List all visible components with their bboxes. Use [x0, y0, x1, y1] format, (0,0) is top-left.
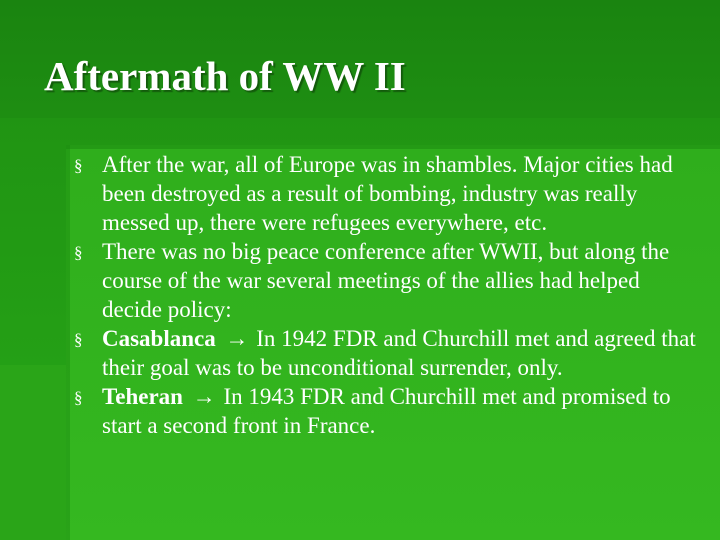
bullet-item-casablanca: [68, 324, 698, 382]
section-bullet-icon: §: [74, 388, 83, 407]
bullet-text: In 1942 FDR and Churchill met and agreed that their goal was to be unconditional surrender, only.: [102, 326, 696, 380]
section-bullet-icon: §: [74, 243, 83, 262]
arrow-right-icon: →: [192, 384, 216, 409]
bullet-term: Teheran: [102, 384, 183, 409]
bullet-item-teheran: [68, 382, 698, 440]
decorative-side-strip: [0, 365, 66, 540]
bullet-list: [68, 150, 698, 440]
bullet-term: Casablanca: [102, 326, 216, 351]
bullet-item-aftermath: [68, 150, 698, 237]
bullet-text: There was no big peace conference after WWII, but along the course of the war several meetings of the allies had helped decide policy:: [102, 239, 670, 322]
bullet-text: After the war, all of Europe was in shambles. Major cities had been destroyed as a result of bombing, industry was really messed up, there were refugees everywhere, etc.: [102, 152, 673, 235]
bullet-text: In 1943 FDR and Churchill met and promised to start a second front in France.: [102, 384, 671, 438]
panel-top-edge: [66, 145, 720, 149]
arrow-right-icon: →: [225, 326, 249, 351]
section-bullet-icon: §: [74, 330, 83, 349]
slide-title: Aftermath of WW II: [44, 53, 406, 99]
section-bullet-icon: §: [74, 156, 83, 175]
bullet-item-peace-conference: [68, 237, 698, 324]
